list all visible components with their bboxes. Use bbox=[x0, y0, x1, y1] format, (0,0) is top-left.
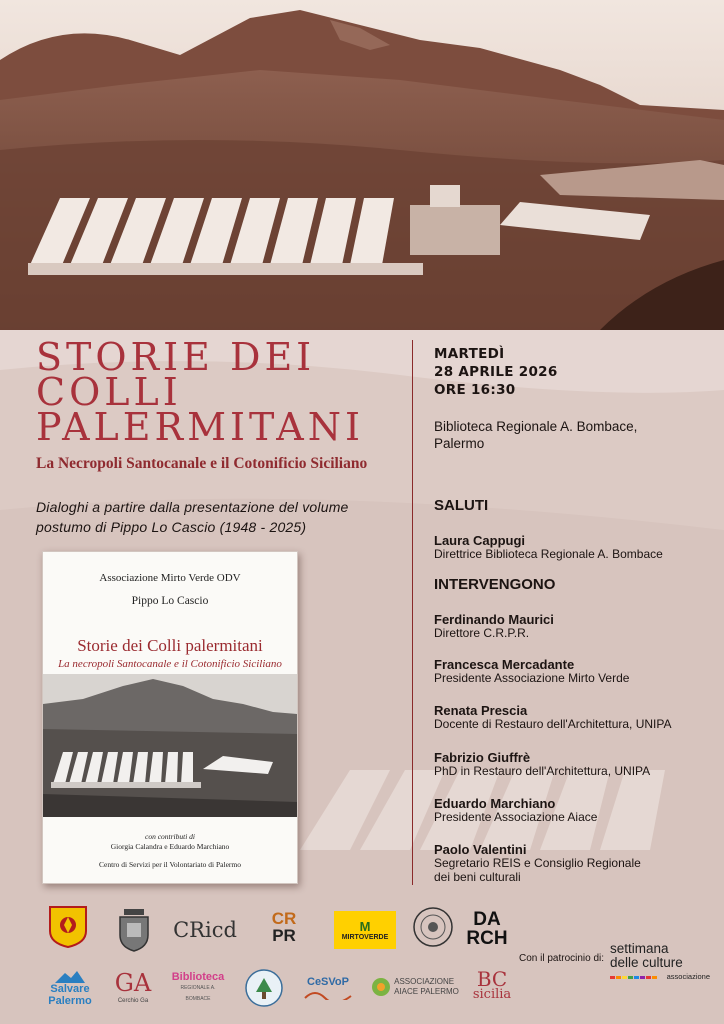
speaker-role: Presidente Associazione Mirto Verde bbox=[434, 671, 630, 685]
event-day: MARTEDÌ bbox=[434, 346, 505, 362]
mirto-verde-logo: M MIRTOVERDE bbox=[334, 911, 396, 949]
speaker-1 bbox=[434, 612, 714, 641]
saluti-heading: SALUTI bbox=[434, 497, 489, 514]
intervengono-heading: INTERVENGONO bbox=[434, 576, 556, 593]
aiace-text-2: AIACE PALERMO bbox=[394, 987, 459, 996]
darch-text-top: DA bbox=[473, 909, 501, 930]
speaker-name: Renata Prescia bbox=[434, 703, 528, 718]
event-title bbox=[36, 335, 364, 449]
intro-line-2: postumo di Pippo Lo Cascio (1948 - 2025) bbox=[36, 519, 307, 535]
university-seal-logo bbox=[412, 906, 454, 948]
ga-text: GA bbox=[114, 969, 152, 997]
book-association: Associazione Mirto Verde ODV bbox=[99, 572, 241, 584]
salvare-text-1: Salvare bbox=[50, 983, 90, 995]
title-line-3: PALERMITANI bbox=[36, 405, 364, 449]
person-name: Laura Cappugi bbox=[434, 533, 526, 548]
settimana-text-1: settimana bbox=[610, 941, 669, 956]
event-venue bbox=[434, 418, 637, 452]
salvare-palermo-logo bbox=[46, 968, 94, 1010]
speaker-name: Francesca Mercadante bbox=[434, 657, 575, 672]
book-author: Pippo Lo Cascio bbox=[131, 595, 209, 607]
book-title: Storie dei Colli palermitani bbox=[77, 636, 263, 655]
event-date-block bbox=[434, 345, 558, 399]
speaker-role-continued: dei beni culturali bbox=[434, 869, 521, 884]
settimana-color-bar bbox=[610, 976, 657, 979]
regione-sicilia-logo bbox=[48, 905, 88, 949]
speaker-role: Docente di Restauro dell'Architettura, UNIPA bbox=[434, 717, 672, 731]
speaker-name: Paolo Valentini bbox=[434, 842, 527, 857]
cesvop-text: CeSVoP bbox=[307, 976, 349, 988]
book-cover-photo bbox=[43, 674, 297, 817]
book-contrib-label: con contributi di bbox=[145, 832, 195, 841]
crpr-logo bbox=[262, 906, 306, 948]
book-contributors: Giorgia Calandra e Eduardo Marchiano bbox=[110, 842, 230, 851]
bc-text: BC bbox=[476, 967, 508, 991]
mirto-verde-text: MIRTOVERDE bbox=[341, 934, 389, 941]
venue-line-1: Biblioteca Regionale A. Bombace, bbox=[434, 419, 638, 434]
darch-logo bbox=[462, 906, 512, 952]
speaker-2 bbox=[434, 657, 714, 686]
speaker-name: Fabrizio Giuffrè bbox=[434, 750, 531, 765]
event-time: ORE 16:30 bbox=[434, 382, 516, 398]
speaker-6 bbox=[434, 842, 714, 884]
biblioteca-logo bbox=[168, 972, 228, 1004]
vertical-divider bbox=[412, 340, 413, 885]
intro-line-1: Dialoghi a partire dalla presentazione del volume bbox=[36, 499, 349, 515]
aiace-text-1: ASSOCIAZIONE bbox=[394, 977, 455, 986]
crpr-text-bottom: PR bbox=[272, 926, 296, 945]
cerchio-ga-logo bbox=[112, 966, 154, 1010]
speaker-5 bbox=[434, 796, 714, 825]
person-role: Direttrice Biblioteca Regionale A. Bombace bbox=[434, 547, 663, 561]
speaker-role: Segretario REIS e Consiglio Regionale bbox=[434, 856, 641, 870]
event-date: 28 APRILE 2026 bbox=[434, 364, 558, 380]
bc-sicilia-text: sicilia bbox=[472, 987, 512, 1002]
salvare-text-2: Palermo bbox=[48, 995, 92, 1007]
venue-line-2: Palermo bbox=[434, 436, 485, 451]
speaker-3 bbox=[434, 703, 714, 732]
cesvop-logo bbox=[298, 968, 358, 1008]
speaker-role: Presidente Associazione Aiace bbox=[434, 810, 598, 824]
biblioteca-caption: REGIONALE A. BOMBACE bbox=[180, 984, 216, 1002]
speaker-4 bbox=[434, 750, 714, 779]
saluti-person bbox=[434, 533, 714, 562]
cricd-logo bbox=[170, 910, 240, 950]
title-line-1: STORIE DEI bbox=[36, 335, 316, 379]
hero-photo bbox=[0, 0, 724, 330]
book-cover bbox=[42, 551, 298, 884]
aiace-logo bbox=[370, 970, 460, 1004]
speaker-role: Direttore C.R.P.R. bbox=[434, 626, 530, 640]
speaker-name: Ferdinando Maurici bbox=[434, 612, 554, 627]
darch-text-bottom: RCH bbox=[466, 928, 508, 949]
title-line-2: COLLI bbox=[36, 370, 182, 414]
patrocinio-label: Con il patrocinio di: bbox=[519, 953, 605, 964]
bc-sicilia-logo bbox=[470, 966, 514, 1008]
crest-logo bbox=[116, 905, 152, 953]
speaker-name: Eduardo Marchiano bbox=[434, 796, 556, 811]
event-subtitle: La Necropoli Santocanale e il Cotonificio Siciliano bbox=[36, 455, 368, 472]
book-publisher: Centro di Servizi per il Volontariato di Palermo bbox=[99, 860, 241, 869]
book-subtitle: La necropoli Santocanale e il Cotonificio Siciliano bbox=[58, 658, 282, 670]
cricd-text: CRicd bbox=[173, 918, 237, 942]
settimana-text-2: delle culture bbox=[610, 955, 683, 970]
speaker-role: PhD in Restauro dell'Architettura, UNIPA bbox=[434, 764, 651, 778]
event-intro bbox=[36, 497, 396, 537]
ga-caption: Cerchio Ga bbox=[117, 998, 149, 1004]
biblioteca-text: Biblioteca bbox=[171, 970, 225, 983]
crpr-text-top: CR bbox=[271, 909, 297, 928]
tree-emblem-logo bbox=[244, 968, 284, 1008]
settimana-text-3: associazione bbox=[666, 972, 710, 981]
